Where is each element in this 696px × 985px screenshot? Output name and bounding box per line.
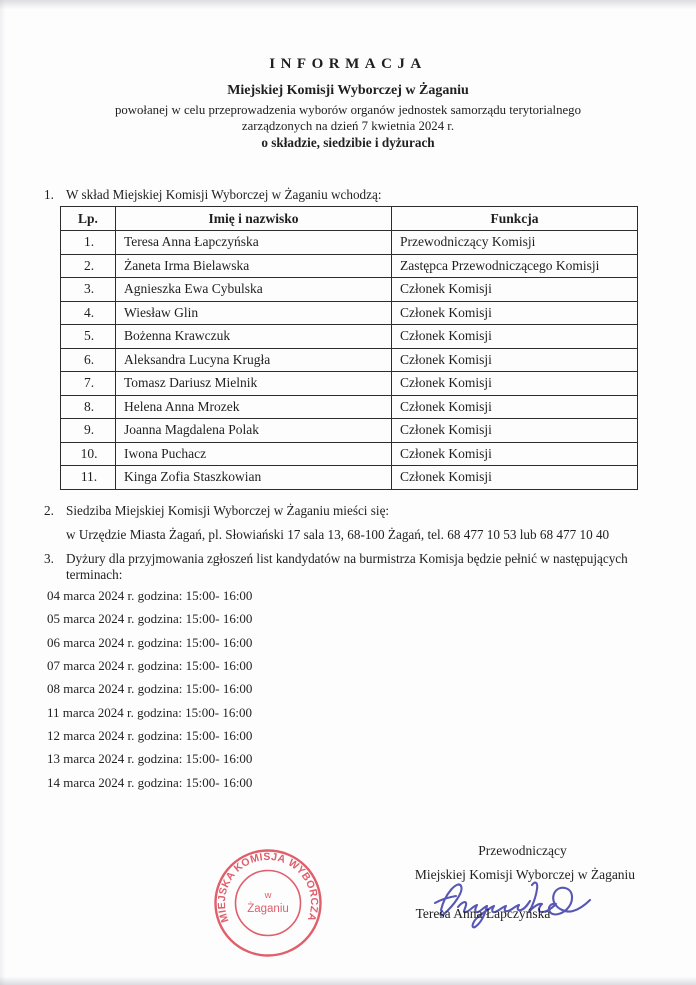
signature-handwriting [428,873,603,931]
cell-function: Członek Komisji [392,419,638,443]
cell-name: Żaneta Irma Bielawska [116,254,392,278]
section-duty-line2: terminach: [66,567,123,582]
cell-lp: 5. [61,325,116,349]
duty-date-line: 05 marca 2024 r. godzina: 15:00- 16:00 [47,611,253,627]
cell-function: Członek Komisji [392,278,638,302]
duty-date-line: 06 marca 2024 r. godzina: 15:00- 16:00 [47,634,253,650]
cell-lp: 10. [61,442,116,466]
members-table [60,206,638,490]
section-duty-line1: Dyżury dla przyjmowania zgłoszeń list kandydatów na burmistrza Komisja będzie pełnić w następujących [66,551,628,566]
cell-function: Członek Komisji [392,301,638,325]
document-title: INFORMACJA [269,56,427,72]
cell-name: Bożenna Krawczuk [116,325,392,349]
commission-stamp [212,846,324,962]
table-row [61,254,638,278]
section-seat [44,503,660,519]
table-row [61,231,638,255]
commission-name: Miejskiej Komisji Wyborczej w Żaganiu [227,83,469,98]
table-row [61,419,638,443]
cell-lp: 2. [61,254,116,278]
cell-name: Agnieszka Ewa Cybulska [116,278,392,302]
duty-date-line: 08 marca 2024 r. godzina: 15:00- 16:00 [47,681,253,697]
stamp-center-line2: Żaganiu [247,903,289,915]
cell-lp: 7. [61,372,116,396]
cell-name: Helena Anna Mrozek [116,395,392,419]
duty-date-line: 14 marca 2024 r. godzina: 15:00- 16:00 [47,774,253,790]
cell-lp: 6. [61,348,116,372]
section-composition [44,187,660,203]
cell-lp: 1. [61,231,116,255]
cell-lp: 11. [61,466,116,490]
cell-lp: 3. [61,278,116,302]
duty-date-line: 12 marca 2024 r. godzina: 15:00- 16:00 [47,727,253,743]
cell-name: Joanna Magdalena Polak [116,419,392,443]
cell-function: Członek Komisji [392,442,638,466]
section-duty [44,551,660,567]
document-subject: o składzie, siedzibie i dyżurach [261,135,435,150]
cell-name: Aleksandra Lucyna Krugła [116,348,392,372]
duty-dates-list [47,584,252,794]
signature-role: Przewodniczący [478,843,567,858]
cell-name: Teresa Anna Łapczyńska [116,231,392,255]
table-row [61,278,638,302]
table-row [61,395,638,419]
duty-date-line: 13 marca 2024 r. godzina: 15:00- 16:00 [47,751,253,767]
stamp-center-line1: w [264,890,272,901]
cell-function: Członek Komisji [392,348,638,372]
cell-function: Członek Komisji [392,466,638,490]
duty-date-line: 04 marca 2024 r. godzina: 15:00- 16:00 [47,588,253,603]
duty-date-line: 07 marca 2024 r. godzina: 15:00- 16:00 [47,657,253,673]
cell-name: Wiesław Glin [116,301,392,325]
header-function: Funkcja [392,207,638,231]
cell-lp: 4. [61,301,116,325]
cell-name: Iwona Puchacz [116,442,392,466]
header-name: Imię i nazwisko [116,207,392,231]
table-row [61,466,638,490]
purpose-line-2: zarządzonych na dzień 7 kwietnia 2024 r. [241,119,455,133]
cell-name: Kinga Zofia Staszkowian [116,466,392,490]
signature-organization: Miejskiej Komisji Wyborczej w Żaganiu [414,867,636,882]
table-row [61,348,638,372]
cell-function: Członek Komisji [392,325,638,349]
header-lp: Lp. [61,207,116,231]
cell-lp: 8. [61,395,116,419]
section-number: 1. [44,187,54,202]
cell-name: Tomasz Dariusz Mielnik [116,372,392,396]
cell-function: Zastępca Przewodniczącego Komisji [392,254,638,278]
members-table-body [61,231,638,490]
cell-function: Członek Komisji [392,372,638,396]
signature-typed-name: Teresa Anna Łapczyńska [415,906,551,921]
scan-edge-top [0,0,696,10]
section-number: 3. [44,551,54,566]
table-row [61,301,638,325]
table-row [61,325,638,349]
section-composition-text: W skład Miejskiej Komisji Wyborczej w Żaganiu wchodzą: [66,187,382,202]
section-number: 2. [44,503,54,518]
scan-edge-bottom [0,976,696,985]
table-row [61,442,638,466]
duty-date-line: 11 marca 2024 r. godzina: 15:00- 16:00 [47,704,252,720]
table-row [61,372,638,396]
seat-address: w Urzędzie Miasta Żagań, pl. Słowiański 17 sala 13, 68-100 Żagań, tel. 68 477 10 53 lub 68 477 10 40 [66,527,610,542]
cell-function: Członek Komisji [392,395,638,419]
stamp-ring-text: MIEJSKA KOMISJA WYBORCZA [215,850,321,924]
table-header-row [61,207,638,231]
cell-function: Przewodniczący Komisji [392,231,638,255]
cell-lp: 9. [61,419,116,443]
section-seat-text: Siedziba Miejskiej Komisji Wyborczej w Żaganiu mieści się: [66,503,390,518]
purpose-line-1: powołanej w celu przeprowadzenia wyborów organów jednostek samorządu terytorialnego [115,103,581,117]
